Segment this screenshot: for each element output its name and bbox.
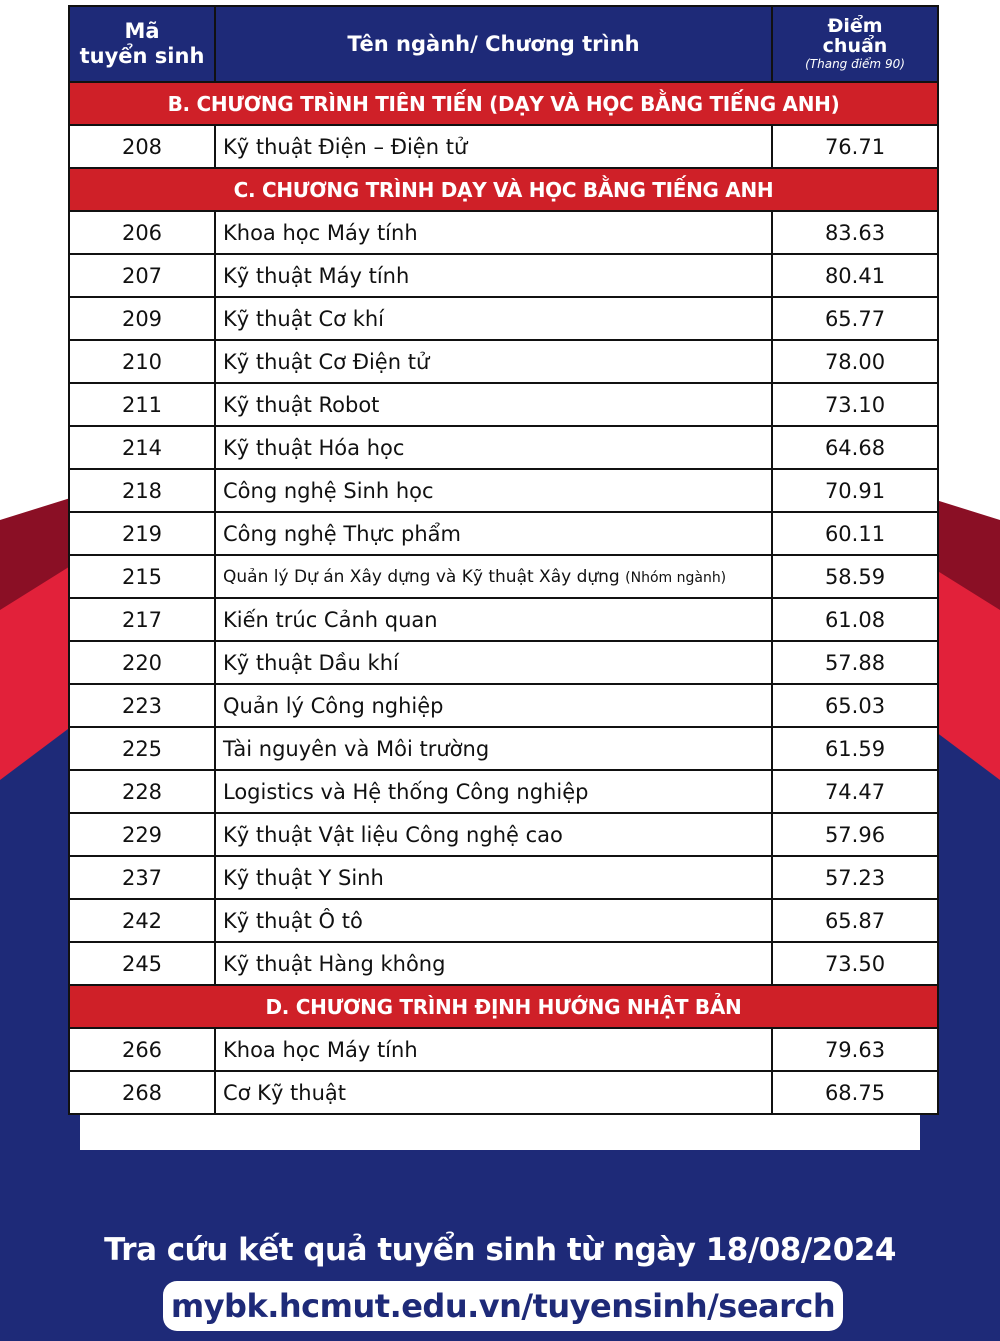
admission-score-table — [68, 5, 939, 1115]
program-name-cell — [215, 942, 772, 985]
section-title: C. CHƯƠNG TRÌNH DẠY VÀ HỌC BẰNG TIẾNG ANH — [69, 168, 938, 211]
cutoff-score: 70.91 — [772, 469, 938, 512]
program-code: 210 — [69, 340, 215, 383]
program-note: (Nhóm ngành) — [625, 569, 727, 586]
cutoff-score: 73.10 — [772, 383, 938, 426]
cutoff-score: 65.03 — [772, 684, 938, 727]
program-name: Kỹ thuật Cơ khí — [223, 306, 384, 331]
cutoff-score: 61.59 — [772, 727, 938, 770]
program-name-cell — [215, 598, 772, 641]
program-name: Khoa học Máy tính — [223, 220, 418, 245]
program-name-cell — [215, 770, 772, 813]
program-name: Kỹ thuật Vật liệu Công nghệ cao — [223, 822, 563, 847]
program-name: Tài nguyên và Môi trường — [223, 736, 490, 761]
program-code: 266 — [69, 1028, 215, 1071]
program-name-cell — [215, 813, 772, 856]
table-row — [69, 856, 938, 899]
table-row — [69, 254, 938, 297]
program-code: 245 — [69, 942, 215, 985]
program-name: Kỹ thuật Hóa học — [223, 435, 405, 460]
program-code: 209 — [69, 297, 215, 340]
program-name-cell — [215, 856, 772, 899]
program-name: Công nghệ Thực phẩm — [223, 521, 462, 546]
header-score-scale: (Thang điểm 90) — [805, 57, 905, 71]
program-name-cell — [215, 641, 772, 684]
section-title: D. CHƯƠNG TRÌNH ĐỊNH HƯỚNG NHẬT BẢN — [69, 985, 938, 1028]
table-row — [69, 512, 938, 555]
program-name-cell — [215, 211, 772, 254]
program-name-cell — [215, 512, 772, 555]
program-code: 206 — [69, 211, 215, 254]
program-name: Kỹ thuật Hàng không — [223, 951, 446, 976]
cutoff-score: 57.88 — [772, 641, 938, 684]
program-code: 207 — [69, 254, 215, 297]
table-row — [69, 1071, 938, 1114]
table-row — [69, 598, 938, 641]
lookup-notice: Tra cứu kết quả tuyển sinh từ ngày 18/08/2024 — [104, 1232, 896, 1268]
program-name: Kỹ thuật Robot — [223, 392, 380, 417]
section-header-row — [69, 985, 938, 1028]
program-code: 208 — [69, 125, 215, 168]
table-row — [69, 297, 938, 340]
table-row — [69, 899, 938, 942]
program-code: 228 — [69, 770, 215, 813]
program-code: 214 — [69, 426, 215, 469]
cutoff-score: 61.08 — [772, 598, 938, 641]
program-name-cell — [215, 340, 772, 383]
cutoff-score: 76.71 — [772, 125, 938, 168]
program-name-cell — [215, 555, 772, 598]
program-name-cell — [215, 254, 772, 297]
program-code: 217 — [69, 598, 215, 641]
table-row — [69, 426, 938, 469]
program-code: 237 — [69, 856, 215, 899]
program-name: Kỹ thuật Điện – Điện tử — [223, 134, 468, 159]
cutoff-score: 68.75 — [772, 1071, 938, 1114]
cutoff-score: 65.87 — [772, 899, 938, 942]
header-score-line2: chuẩn — [822, 35, 888, 57]
program-name: Kỹ thuật Ô tô — [223, 908, 363, 933]
program-name: Khoa học Máy tính — [223, 1037, 418, 1062]
program-name-cell — [215, 684, 772, 727]
cutoff-score: 65.77 — [772, 297, 938, 340]
program-name: Kỹ thuật Máy tính — [223, 263, 410, 288]
program-code: 229 — [69, 813, 215, 856]
table-row — [69, 383, 938, 426]
program-name: Kỹ thuật Y Sinh — [223, 865, 384, 890]
cutoff-score: 74.47 — [772, 770, 938, 813]
program-name-cell — [215, 125, 772, 168]
table-row — [69, 684, 938, 727]
cutoff-score: 57.96 — [772, 813, 938, 856]
table-row — [69, 770, 938, 813]
section-title: B. CHƯƠNG TRÌNH TIÊN TIẾN (DẠY VÀ HỌC BẰNG TIẾNG ANH) — [69, 82, 938, 125]
table-row — [69, 555, 938, 598]
program-name-cell — [215, 469, 772, 512]
header-score-line1: Điểm — [827, 15, 883, 37]
header-score — [772, 6, 938, 82]
table-row — [69, 125, 938, 168]
cutoff-score: 78.00 — [772, 340, 938, 383]
program-name-cell — [215, 297, 772, 340]
table-row — [69, 1028, 938, 1071]
table-header-row — [69, 6, 938, 82]
program-name-cell — [215, 899, 772, 942]
program-code: 215 — [69, 555, 215, 598]
program-name-cell — [215, 1028, 772, 1071]
program-name-cell — [215, 383, 772, 426]
program-name-cell — [215, 426, 772, 469]
cutoff-score: 73.50 — [772, 942, 938, 985]
program-code: 211 — [69, 383, 215, 426]
program-name: Công nghệ Sinh học — [223, 478, 434, 503]
program-code: 242 — [69, 899, 215, 942]
table-row — [69, 727, 938, 770]
program-name: Cơ Kỹ thuật — [223, 1080, 347, 1105]
cutoff-score: 79.63 — [772, 1028, 938, 1071]
section-header-row — [69, 82, 938, 125]
cutoff-score: 57.23 — [772, 856, 938, 899]
table-row — [69, 340, 938, 383]
header-program-name: Tên ngành/ Chương trình — [215, 6, 772, 82]
lookup-url-link[interactable]: mybk.hcmut.edu.vn/tuyensinh/search — [163, 1281, 843, 1331]
program-name: Kỹ thuật Dầu khí — [223, 650, 399, 675]
program-name: Logistics và Hệ thống Công nghiệp — [223, 779, 589, 804]
program-name: Kiến trúc Cảnh quan — [223, 607, 438, 632]
section-header-row — [69, 168, 938, 211]
table-row — [69, 469, 938, 512]
program-name: Quản lý Công nghiệp — [223, 693, 444, 718]
table-row — [69, 942, 938, 985]
program-code: 223 — [69, 684, 215, 727]
program-code: 225 — [69, 727, 215, 770]
header-code-line2: tuyển sinh — [79, 44, 205, 68]
table-row — [69, 211, 938, 254]
program-code: 219 — [69, 512, 215, 555]
cutoff-score: 83.63 — [772, 211, 938, 254]
cutoff-score: 80.41 — [772, 254, 938, 297]
program-name: Quản lý Dự án Xây dựng và Kỹ thuật Xây dựng — [223, 566, 620, 587]
cutoff-score: 60.11 — [772, 512, 938, 555]
program-name-cell — [215, 727, 772, 770]
header-code — [69, 6, 215, 82]
header-code-line1: Mã — [124, 19, 160, 43]
cutoff-score: 64.68 — [772, 426, 938, 469]
table-row — [69, 641, 938, 684]
table-row — [69, 813, 938, 856]
program-code: 268 — [69, 1071, 215, 1114]
program-name-cell — [215, 1071, 772, 1114]
program-name: Kỹ thuật Cơ Điện tử — [223, 349, 430, 374]
cutoff-score: 58.59 — [772, 555, 938, 598]
program-code: 220 — [69, 641, 215, 684]
program-code: 218 — [69, 469, 215, 512]
